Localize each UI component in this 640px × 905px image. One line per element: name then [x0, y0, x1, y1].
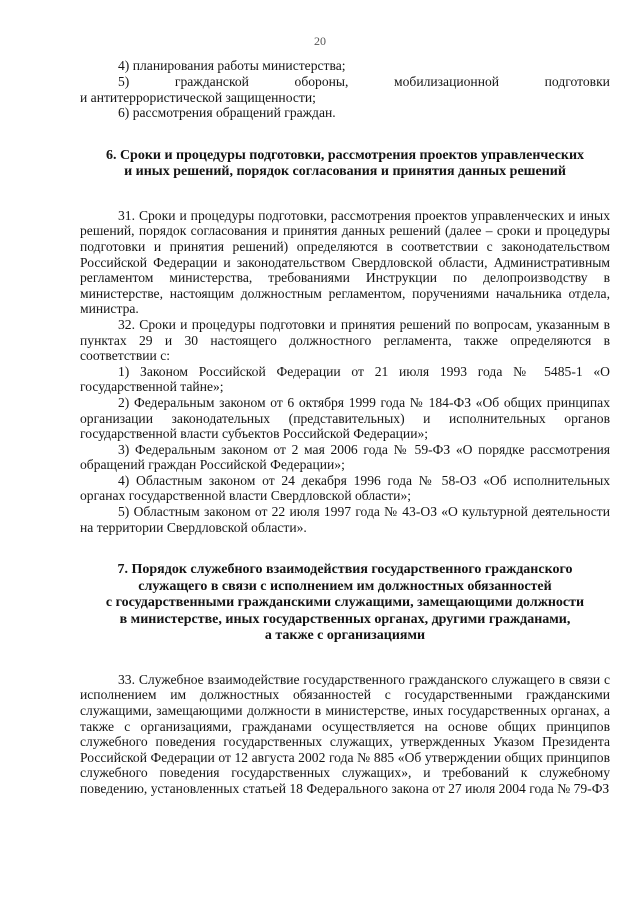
section-7-heading-line: а также с организациями [264, 628, 426, 644]
section-7-heading-line: с государственными гражданскими служащими, замещающими должности [105, 595, 585, 611]
list-item-5-part: подготовки [544, 73, 610, 89]
section-6-heading-line: и иных решений, порядок согласования и принятия данных решений [124, 164, 566, 180]
section-7-heading-line: служащего в связи с исполнением им должностных обязанностей [138, 578, 552, 594]
section-6-heading-line: 6. Сроки и процедуры подготовки, рассмотрения проектов управленческих [105, 147, 585, 163]
list-item-4: 4) планирования работы министерства; [118, 58, 346, 73]
section-7-heading-line: 7. Порядок служебного взаимодействия государственного гражданского [117, 562, 573, 578]
law-item-1: 1) Законом Российской Федерации от 21 июля 1993 года № 5485-1 «О государственной тайне»; [80, 363, 610, 395]
law-item-3: 3) Федеральным законом от 2 мая 2006 года № 59-ФЗ «О порядке рассмотрения обращений граждан Российской Федерации»; [80, 441, 610, 473]
law-item-5: 5) Областным законом от 22 июля 1997 года № 43-ОЗ «О культурной деятельности на территории Свердловской области». [80, 504, 610, 535]
list-item-5-part: обороны, [294, 73, 349, 89]
paragraph-31: 31. Сроки и процедуры подготовки, рассмотрения проектов управленческих и иных решений, порядок согласования и принятия данных решений (далее – сроки и процедуры подготовки и принятия решений) определяются в соответствии с законодательством Российской Федерации и законодательством Свердловской области, Административным регламентом министерства, требованиями Инструкции по делопроизводству в министерстве, настоящим должностным регламентом, поручениями начальника отдела, министра. [80, 207, 610, 317]
law-item-2: 2) Федеральным законом от 6 октября 1999 года № 184-ФЗ «Об общих принципах организации законодательных (представительных) и исполнительных органов государственной власти субъектов Российской Федерации»; [80, 394, 610, 442]
document-body [80, 58, 610, 797]
section-7-heading [80, 562, 610, 645]
page-number: 20 [314, 34, 326, 48]
list-item-5 [80, 74, 610, 90]
section-7-heading-line: в министерстве, иных государственных органах, другими гражданами, [119, 611, 571, 627]
section-6-heading [80, 148, 610, 181]
list-item-6: 6) рассмотрения обращений граждан. [118, 105, 336, 121]
list-item-5-continuation: и антитеррористической защищенности; [80, 89, 316, 105]
list-item-5-part: мобилизационной [394, 73, 500, 89]
law-item-4: 4) Областным законом от 24 декабря 1996 года № 58-ОЗ «Об исполнительных органах государственной власти Свердловской области»; [80, 472, 610, 504]
paragraph-32: 32. Сроки и процедуры подготовки и принятия решений по вопросам, указанным в пунктах 29 и 30 настоящего должностного регламента, также определяются в соответствии с: [80, 316, 610, 364]
paragraph-33: 33. Служебное взаимодействие государственного гражданского служащего в связи с исполнением им должностных обязанностей с государственными гражданскими служащими, замещающими должности в министерстве, иных государственных органах, а также с организациями, гражданами осуществляется на основе общих принципов служебного поведения государственных служащих, утвержденных Указом Президента Российской Федерации от 12 августа 2002 года № 885 «Об утверждении общих принципов служебного поведения государственных служащих», и требований к служебному поведению, установленных статьей 18 Федерального закона от 27 июля 2004 года № 79-ФЗ [80, 671, 610, 796]
list-item-5-part: гражданской [174, 73, 249, 89]
list-item-5-part: 5) [118, 73, 130, 89]
